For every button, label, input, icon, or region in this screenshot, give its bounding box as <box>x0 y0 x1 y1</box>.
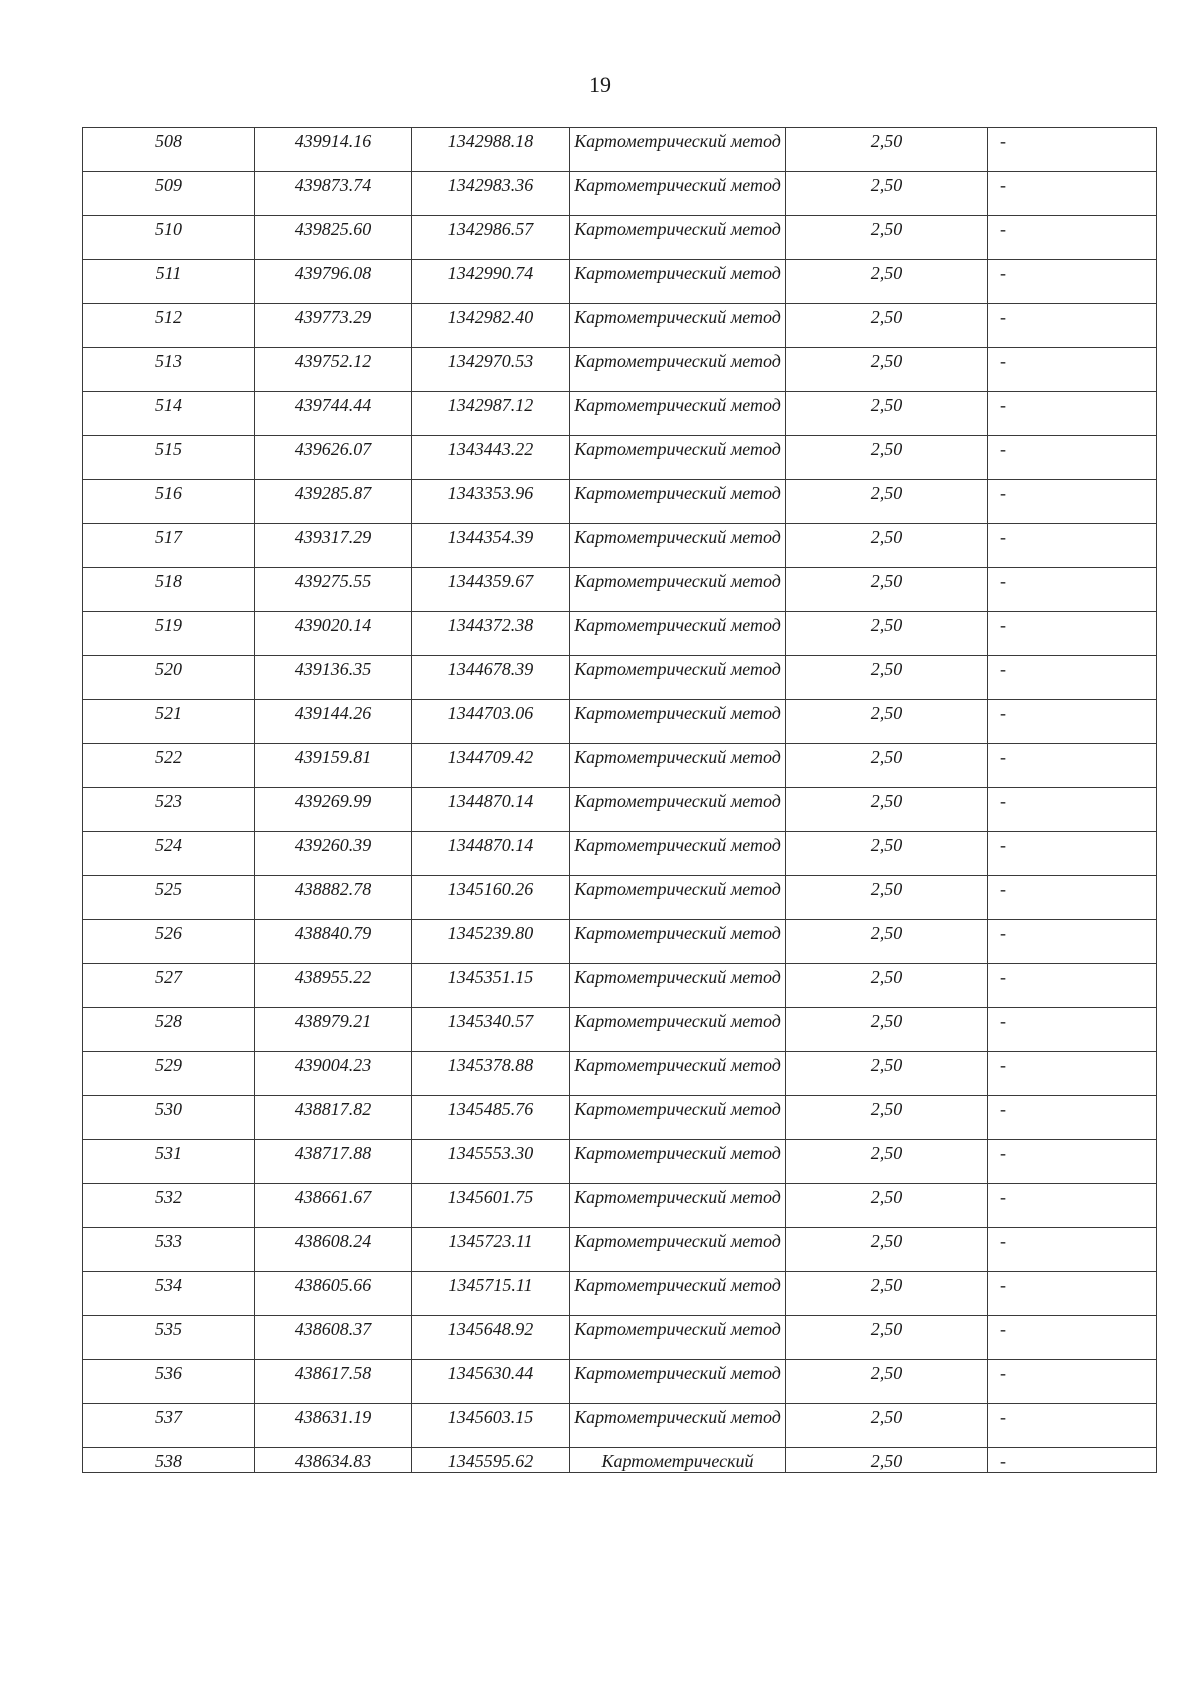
y-coordinate-cell: 1344372.38 <box>412 612 570 656</box>
y-coordinate-cell: 1342987.12 <box>412 392 570 436</box>
y-coordinate-cell: 1345378.88 <box>412 1052 570 1096</box>
x-coordinate-cell: 439773.29 <box>255 304 412 348</box>
accuracy-cell: 2,50 <box>786 524 988 568</box>
method-cell: Картометрический метод <box>570 1272 786 1316</box>
note-cell: - <box>988 1140 1157 1184</box>
x-coordinate-cell: 439159.81 <box>255 744 412 788</box>
note-cell: - <box>988 788 1157 832</box>
accuracy-cell: 2,50 <box>786 436 988 480</box>
table-row <box>83 1228 1157 1272</box>
method-cell: Картометрический метод <box>570 1096 786 1140</box>
x-coordinate-cell: 439914.16 <box>255 128 412 172</box>
accuracy-cell: 2,50 <box>786 876 988 920</box>
x-coordinate-cell: 439873.74 <box>255 172 412 216</box>
method-cell: Картометрический метод <box>570 876 786 920</box>
note-cell: - <box>988 1404 1157 1448</box>
y-coordinate-cell: 1345603.15 <box>412 1404 570 1448</box>
x-coordinate-cell: 438605.66 <box>255 1272 412 1316</box>
y-coordinate-cell: 1343443.22 <box>412 436 570 480</box>
accuracy-cell: 2,50 <box>786 568 988 612</box>
accuracy-cell: 2,50 <box>786 172 988 216</box>
note-cell: - <box>988 392 1157 436</box>
method-cell: Картометрический метод <box>570 260 786 304</box>
x-coordinate-cell: 439626.07 <box>255 436 412 480</box>
y-coordinate-cell: 1342983.36 <box>412 172 570 216</box>
page-number: 19 <box>589 72 611 97</box>
note-cell: - <box>988 128 1157 172</box>
method-cell: Картометрический метод <box>570 656 786 700</box>
accuracy-cell: 2,50 <box>786 1404 988 1448</box>
table-row <box>83 1052 1157 1096</box>
table-row <box>83 128 1157 172</box>
accuracy-cell: 2,50 <box>786 1184 988 1228</box>
method-cell: Картометрический метод <box>570 304 786 348</box>
method-cell: Картометрический метод <box>570 1184 786 1228</box>
table-row <box>83 1184 1157 1228</box>
accuracy-cell: 2,50 <box>786 304 988 348</box>
accuracy-cell: 2,50 <box>786 788 988 832</box>
method-cell: Картометрический <box>570 1448 786 1473</box>
method-cell: Картометрический метод <box>570 348 786 392</box>
y-coordinate-cell: 1344703.06 <box>412 700 570 744</box>
table-row <box>83 172 1157 216</box>
note-cell: - <box>988 700 1157 744</box>
accuracy-cell: 2,50 <box>786 612 988 656</box>
table-row <box>83 260 1157 304</box>
table-row <box>83 1404 1157 1448</box>
y-coordinate-cell: 1344870.14 <box>412 832 570 876</box>
note-cell: - <box>988 1008 1157 1052</box>
point-number-cell: 534 <box>83 1272 255 1316</box>
table-row <box>83 568 1157 612</box>
y-coordinate-cell: 1345553.30 <box>412 1140 570 1184</box>
accuracy-cell: 2,50 <box>786 1008 988 1052</box>
table-row <box>83 920 1157 964</box>
point-number-cell: 536 <box>83 1360 255 1404</box>
method-cell: Картометрический метод <box>570 788 786 832</box>
method-cell: Картометрический метод <box>570 1052 786 1096</box>
method-cell: Картометрический метод <box>570 1228 786 1272</box>
method-cell: Картометрический метод <box>570 920 786 964</box>
point-number-cell: 526 <box>83 920 255 964</box>
accuracy-cell: 2,50 <box>786 964 988 1008</box>
point-number-cell: 520 <box>83 656 255 700</box>
x-coordinate-cell: 438634.83 <box>255 1448 412 1473</box>
accuracy-cell: 2,50 <box>786 1228 988 1272</box>
accuracy-cell: 2,50 <box>786 260 988 304</box>
table-row <box>83 832 1157 876</box>
accuracy-cell: 2,50 <box>786 744 988 788</box>
point-number-cell: 510 <box>83 216 255 260</box>
y-coordinate-cell: 1344870.14 <box>412 788 570 832</box>
point-number-cell: 513 <box>83 348 255 392</box>
accuracy-cell: 2,50 <box>786 216 988 260</box>
x-coordinate-cell: 439744.44 <box>255 392 412 436</box>
x-coordinate-cell: 439004.23 <box>255 1052 412 1096</box>
note-cell: - <box>988 1448 1157 1473</box>
point-number-cell: 515 <box>83 436 255 480</box>
point-number-cell: 508 <box>83 128 255 172</box>
note-cell: - <box>988 304 1157 348</box>
table-row <box>83 1448 1157 1473</box>
table-row <box>83 1272 1157 1316</box>
note-cell: - <box>988 216 1157 260</box>
table-row <box>83 700 1157 744</box>
method-cell: Картометрический метод <box>570 744 786 788</box>
x-coordinate-cell: 439317.29 <box>255 524 412 568</box>
table-row <box>83 480 1157 524</box>
accuracy-cell: 2,50 <box>786 1448 988 1473</box>
table-row <box>83 744 1157 788</box>
x-coordinate-cell: 438661.67 <box>255 1184 412 1228</box>
x-coordinate-cell: 438882.78 <box>255 876 412 920</box>
point-number-cell: 531 <box>83 1140 255 1184</box>
x-coordinate-cell: 439269.99 <box>255 788 412 832</box>
point-number-cell: 535 <box>83 1316 255 1360</box>
x-coordinate-cell: 438717.88 <box>255 1140 412 1184</box>
accuracy-cell: 2,50 <box>786 920 988 964</box>
x-coordinate-cell: 439275.55 <box>255 568 412 612</box>
accuracy-cell: 2,50 <box>786 832 988 876</box>
y-coordinate-cell: 1345239.80 <box>412 920 570 964</box>
accuracy-cell: 2,50 <box>786 1360 988 1404</box>
accuracy-cell: 2,50 <box>786 1316 988 1360</box>
point-number-cell: 512 <box>83 304 255 348</box>
point-number-cell: 524 <box>83 832 255 876</box>
point-number-cell: 533 <box>83 1228 255 1272</box>
note-cell: - <box>988 1228 1157 1272</box>
accuracy-cell: 2,50 <box>786 1096 988 1140</box>
point-number-cell: 532 <box>83 1184 255 1228</box>
accuracy-cell: 2,50 <box>786 348 988 392</box>
method-cell: Картометрический метод <box>570 1360 786 1404</box>
x-coordinate-cell: 439136.35 <box>255 656 412 700</box>
x-coordinate-cell: 438608.24 <box>255 1228 412 1272</box>
x-coordinate-cell: 438979.21 <box>255 1008 412 1052</box>
y-coordinate-cell: 1342982.40 <box>412 304 570 348</box>
table-row <box>83 876 1157 920</box>
method-cell: Картометрический метод <box>570 392 786 436</box>
point-number-cell: 530 <box>83 1096 255 1140</box>
x-coordinate-cell: 438617.58 <box>255 1360 412 1404</box>
accuracy-cell: 2,50 <box>786 1272 988 1316</box>
accuracy-cell: 2,50 <box>786 700 988 744</box>
y-coordinate-cell: 1342986.57 <box>412 216 570 260</box>
note-cell: - <box>988 1272 1157 1316</box>
x-coordinate-cell: 438840.79 <box>255 920 412 964</box>
point-number-cell: 514 <box>83 392 255 436</box>
x-coordinate-cell: 438955.22 <box>255 964 412 1008</box>
y-coordinate-cell: 1344354.39 <box>412 524 570 568</box>
method-cell: Картометрический метод <box>570 964 786 1008</box>
method-cell: Картометрический метод <box>570 700 786 744</box>
note-cell: - <box>988 568 1157 612</box>
x-coordinate-cell: 439796.08 <box>255 260 412 304</box>
point-number-cell: 516 <box>83 480 255 524</box>
x-coordinate-cell: 438608.37 <box>255 1316 412 1360</box>
accuracy-cell: 2,50 <box>786 128 988 172</box>
method-cell: Картометрический метод <box>570 568 786 612</box>
table-row <box>83 304 1157 348</box>
note-cell: - <box>988 656 1157 700</box>
x-coordinate-cell: 439825.60 <box>255 216 412 260</box>
x-coordinate-cell: 439260.39 <box>255 832 412 876</box>
table-row <box>83 788 1157 832</box>
point-number-cell: 538 <box>83 1448 255 1473</box>
note-cell: - <box>988 964 1157 1008</box>
table-row <box>83 964 1157 1008</box>
point-number-cell: 528 <box>83 1008 255 1052</box>
method-cell: Картометрический метод <box>570 1316 786 1360</box>
point-number-cell: 523 <box>83 788 255 832</box>
method-cell: Картометрический метод <box>570 216 786 260</box>
coordinates-table-body <box>83 128 1157 1473</box>
note-cell: - <box>988 920 1157 964</box>
note-cell: - <box>988 172 1157 216</box>
table-row <box>83 524 1157 568</box>
y-coordinate-cell: 1345340.57 <box>412 1008 570 1052</box>
table-row <box>83 1140 1157 1184</box>
y-coordinate-cell: 1342990.74 <box>412 260 570 304</box>
y-coordinate-cell: 1345160.26 <box>412 876 570 920</box>
point-number-cell: 527 <box>83 964 255 1008</box>
note-cell: - <box>988 832 1157 876</box>
point-number-cell: 537 <box>83 1404 255 1448</box>
accuracy-cell: 2,50 <box>786 392 988 436</box>
table-row <box>83 612 1157 656</box>
accuracy-cell: 2,50 <box>786 656 988 700</box>
y-coordinate-cell: 1345485.76 <box>412 1096 570 1140</box>
x-coordinate-cell: 439285.87 <box>255 480 412 524</box>
point-number-cell: 517 <box>83 524 255 568</box>
y-coordinate-cell: 1345715.11 <box>412 1272 570 1316</box>
note-cell: - <box>988 524 1157 568</box>
method-cell: Картометрический метод <box>570 436 786 480</box>
note-cell: - <box>988 260 1157 304</box>
note-cell: - <box>988 480 1157 524</box>
x-coordinate-cell: 439020.14 <box>255 612 412 656</box>
note-cell: - <box>988 1360 1157 1404</box>
method-cell: Картометрический метод <box>570 128 786 172</box>
accuracy-cell: 2,50 <box>786 1052 988 1096</box>
y-coordinate-cell: 1342970.53 <box>412 348 570 392</box>
note-cell: - <box>988 612 1157 656</box>
y-coordinate-cell: 1345723.11 <box>412 1228 570 1272</box>
x-coordinate-cell: 438817.82 <box>255 1096 412 1140</box>
table-row <box>83 392 1157 436</box>
x-coordinate-cell: 439752.12 <box>255 348 412 392</box>
table-row <box>83 348 1157 392</box>
note-cell: - <box>988 436 1157 480</box>
point-number-cell: 511 <box>83 260 255 304</box>
point-number-cell: 529 <box>83 1052 255 1096</box>
point-number-cell: 525 <box>83 876 255 920</box>
x-coordinate-cell: 439144.26 <box>255 700 412 744</box>
note-cell: - <box>988 1052 1157 1096</box>
accuracy-cell: 2,50 <box>786 1140 988 1184</box>
note-cell: - <box>988 744 1157 788</box>
note-cell: - <box>988 348 1157 392</box>
point-number-cell: 509 <box>83 172 255 216</box>
y-coordinate-cell: 1345630.44 <box>412 1360 570 1404</box>
note-cell: - <box>988 1316 1157 1360</box>
y-coordinate-cell: 1344709.42 <box>412 744 570 788</box>
accuracy-cell: 2,50 <box>786 480 988 524</box>
y-coordinate-cell: 1345595.62 <box>412 1448 570 1473</box>
note-cell: - <box>988 1184 1157 1228</box>
table-row <box>83 1008 1157 1052</box>
y-coordinate-cell: 1343353.96 <box>412 480 570 524</box>
note-cell: - <box>988 1096 1157 1140</box>
point-number-cell: 518 <box>83 568 255 612</box>
method-cell: Картометрический метод <box>570 1140 786 1184</box>
method-cell: Картометрический метод <box>570 1008 786 1052</box>
y-coordinate-cell: 1344359.67 <box>412 568 570 612</box>
table-row <box>83 656 1157 700</box>
table-row <box>83 1316 1157 1360</box>
table-row <box>83 436 1157 480</box>
coordinates-table <box>82 127 1157 1473</box>
method-cell: Картометрический метод <box>570 1404 786 1448</box>
y-coordinate-cell: 1344678.39 <box>412 656 570 700</box>
method-cell: Картометрический метод <box>570 480 786 524</box>
y-coordinate-cell: 1345601.75 <box>412 1184 570 1228</box>
table-row <box>83 1360 1157 1404</box>
x-coordinate-cell: 438631.19 <box>255 1404 412 1448</box>
y-coordinate-cell: 1345351.15 <box>412 964 570 1008</box>
point-number-cell: 521 <box>83 700 255 744</box>
method-cell: Картометрический метод <box>570 612 786 656</box>
point-number-cell: 519 <box>83 612 255 656</box>
table-row <box>83 1096 1157 1140</box>
method-cell: Картометрический метод <box>570 524 786 568</box>
y-coordinate-cell: 1342988.18 <box>412 128 570 172</box>
y-coordinate-cell: 1345648.92 <box>412 1316 570 1360</box>
point-number-cell: 522 <box>83 744 255 788</box>
table-row <box>83 216 1157 260</box>
method-cell: Картометрический метод <box>570 172 786 216</box>
method-cell: Картометрический метод <box>570 832 786 876</box>
note-cell: - <box>988 876 1157 920</box>
